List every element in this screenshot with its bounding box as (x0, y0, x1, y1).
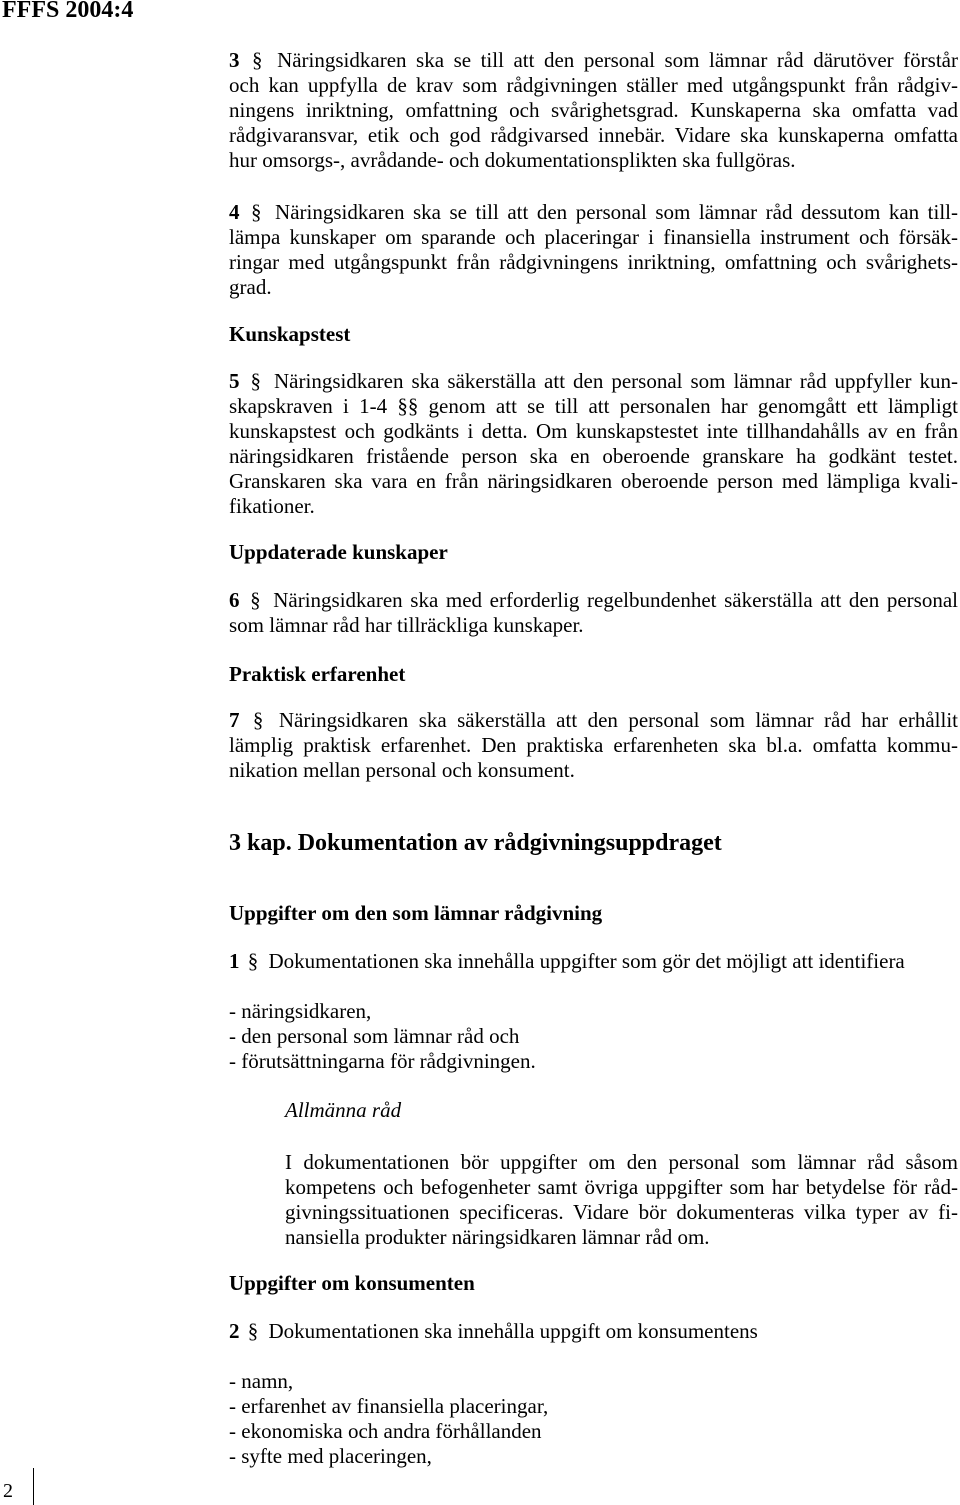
paragraph-text: Näringsidkaren ska se till att den personal som lämnar råd därutöver förstår (277, 48, 958, 72)
paragraph-line: I dokumentationen bör uppgifter om den personal som lämnar råd såsom (285, 1150, 958, 1174)
section-sign: § (250, 588, 261, 612)
paragraph-line: ningens inriktning, omfattning och svårighetsgrad. Kunskaperna ska omfatta vad (229, 98, 958, 122)
paragraph-line: lämplig praktisk erfarenhet. Den praktiska erfarenheten ska bl.a. omfatta kommu- (229, 733, 958, 757)
list-item: - erfarenhet av finansiella placeringar, (229, 1394, 549, 1418)
paragraph-text: Dokumentationen ska innehålla uppgifter som gör det möjligt att identifiera (268, 949, 905, 973)
paragraph-line: nikation mellan personal och konsument. (229, 758, 575, 782)
paragraph-number: 7 (229, 708, 240, 732)
paragraph-number: 5 (229, 369, 240, 393)
paragraph-text: Näringsidkaren ska säkerställa att den personal som lämnar råd har erhållit (278, 708, 958, 732)
paragraph-line: givningssituationen specificeras. Vidare bör dokumenteras vilka typer av fi- (285, 1200, 958, 1224)
konsument-list (229, 1369, 958, 1469)
paragraph-number: 2 (229, 1319, 240, 1343)
list-item: - syfte med placeringen, (229, 1444, 432, 1468)
section-heading-kunskapstest: Kunskapstest (229, 322, 351, 346)
chapter-number: 3 kap. (229, 830, 292, 856)
chapter-heading (229, 828, 958, 858)
paragraph-7 (229, 708, 958, 783)
margin-rule (33, 1468, 34, 1505)
paragraph-line: Granskaren ska vara en från näringsidkaren oberoende person med lämpliga kvali- (229, 469, 958, 493)
paragraph-first-line (229, 708, 958, 733)
general-advice-label: Allmänna råd (285, 1098, 402, 1122)
paragraph-first-line (229, 369, 958, 394)
running-header: FFFS 2004:4 (2, 0, 134, 23)
paragraph-number: 6 (229, 588, 240, 612)
paragraph-first-line (229, 1319, 958, 1344)
paragraph-line: fikationer. (229, 494, 315, 518)
paragraph-line: grad. (229, 275, 272, 299)
paragraph-line: hur omsorgs-, avrådande- och dokumentationsplikten ska fullgöras. (229, 148, 796, 172)
section-sign: § (252, 48, 263, 72)
paragraph-line: och kan uppfylla de krav som rådgivningen ställer med utgångspunkt från rådgiv- (229, 73, 958, 97)
paragraph-line: nansiella produkter näringsidkaren lämnar råd om. (285, 1225, 710, 1249)
paragraph-line: lämpa kunskaper om sparande och placeringar i finansiella instrument och försäk- (229, 225, 958, 249)
section-sign: § (247, 1319, 259, 1343)
paragraph-text: Näringsidkaren ska säkerställa att den personal som lämnar råd uppfyller kun- (274, 369, 959, 393)
paragraph-line: skapskraven i 1-4 §§ genom att se till att personalen har genomgått ett lämpligt (229, 394, 958, 418)
section-sign: § (251, 200, 262, 224)
paragraph-text: Näringsidkaren ska se till att den personal som lämnar råd dessutom kan till- (275, 200, 959, 224)
paragraph-first-line (229, 949, 958, 974)
chapter3-paragraph-1 (229, 949, 958, 974)
list-item: - ekonomiska och andra förhållanden (229, 1419, 542, 1443)
paragraph-line: kunskapstest och godkänts i detta. Om kunskapstestet inte tillhandahålls av en från (229, 419, 958, 443)
paragraph-text: Näringsidkaren ska med erforderlig regelbundenhet säkerställa att den personal (273, 588, 958, 612)
list-item: - den personal som lämnar råd och (229, 1024, 520, 1048)
section-heading-konsument: Uppgifter om konsumenten (229, 1271, 475, 1295)
section-heading-radgivare: Uppgifter om den som lämnar rådgivning (229, 901, 603, 925)
paragraph-number: 3 (229, 48, 240, 72)
list-item: - namn, (229, 1369, 294, 1393)
page-number: 2 (3, 1480, 13, 1502)
chapter3-paragraph-2 (229, 1319, 958, 1344)
section-sign: § (247, 949, 259, 973)
paragraph-first-line (229, 588, 958, 613)
paragraph-line: rådgivaransvar, etik och god rådgivarsed innebär. Vidare ska kunskaperna omfatta (229, 123, 958, 147)
section-sign: § (252, 708, 264, 732)
radgivare-list (229, 999, 958, 1074)
paragraph-number: 1 (229, 949, 240, 973)
general-advice-text (285, 1150, 958, 1250)
paragraph-first-line (229, 200, 958, 225)
paragraph-line: som lämnar råd har tillräckliga kunskaper. (229, 613, 584, 637)
section-heading-praktisk-erfarenhet: Praktisk erfarenhet (229, 662, 406, 686)
list-item: - näringsidkaren, (229, 999, 372, 1023)
section-heading-uppdaterade-kunskaper: Uppdaterade kunskaper (229, 540, 448, 564)
paragraph-line: näringsidkaren fristående person ska en oberoende granskare ha godkänt testet. (229, 444, 958, 468)
paragraph-line: ringar med utgångspunkt från rådgivningens inriktning, omfattning och svårighets- (229, 250, 958, 274)
list-item: - förutsättningarna för rådgivningen. (229, 1049, 536, 1073)
chapter-title: Dokumentation av rådgivningsuppdraget (297, 830, 722, 856)
paragraph-5 (229, 369, 958, 519)
paragraph-text: Dokumentationen ska innehålla uppgift om konsumentens (268, 1319, 758, 1343)
paragraph-6 (229, 588, 958, 638)
paragraph-line: kompetens och befogenheter samt övriga uppgifter som har betydelse för råd- (285, 1175, 958, 1199)
section-sign: § (250, 369, 261, 393)
paragraph-first-line (229, 48, 958, 73)
paragraph-number: 4 (229, 200, 240, 224)
paragraph-3 (229, 48, 958, 173)
paragraph-4 (229, 200, 958, 300)
